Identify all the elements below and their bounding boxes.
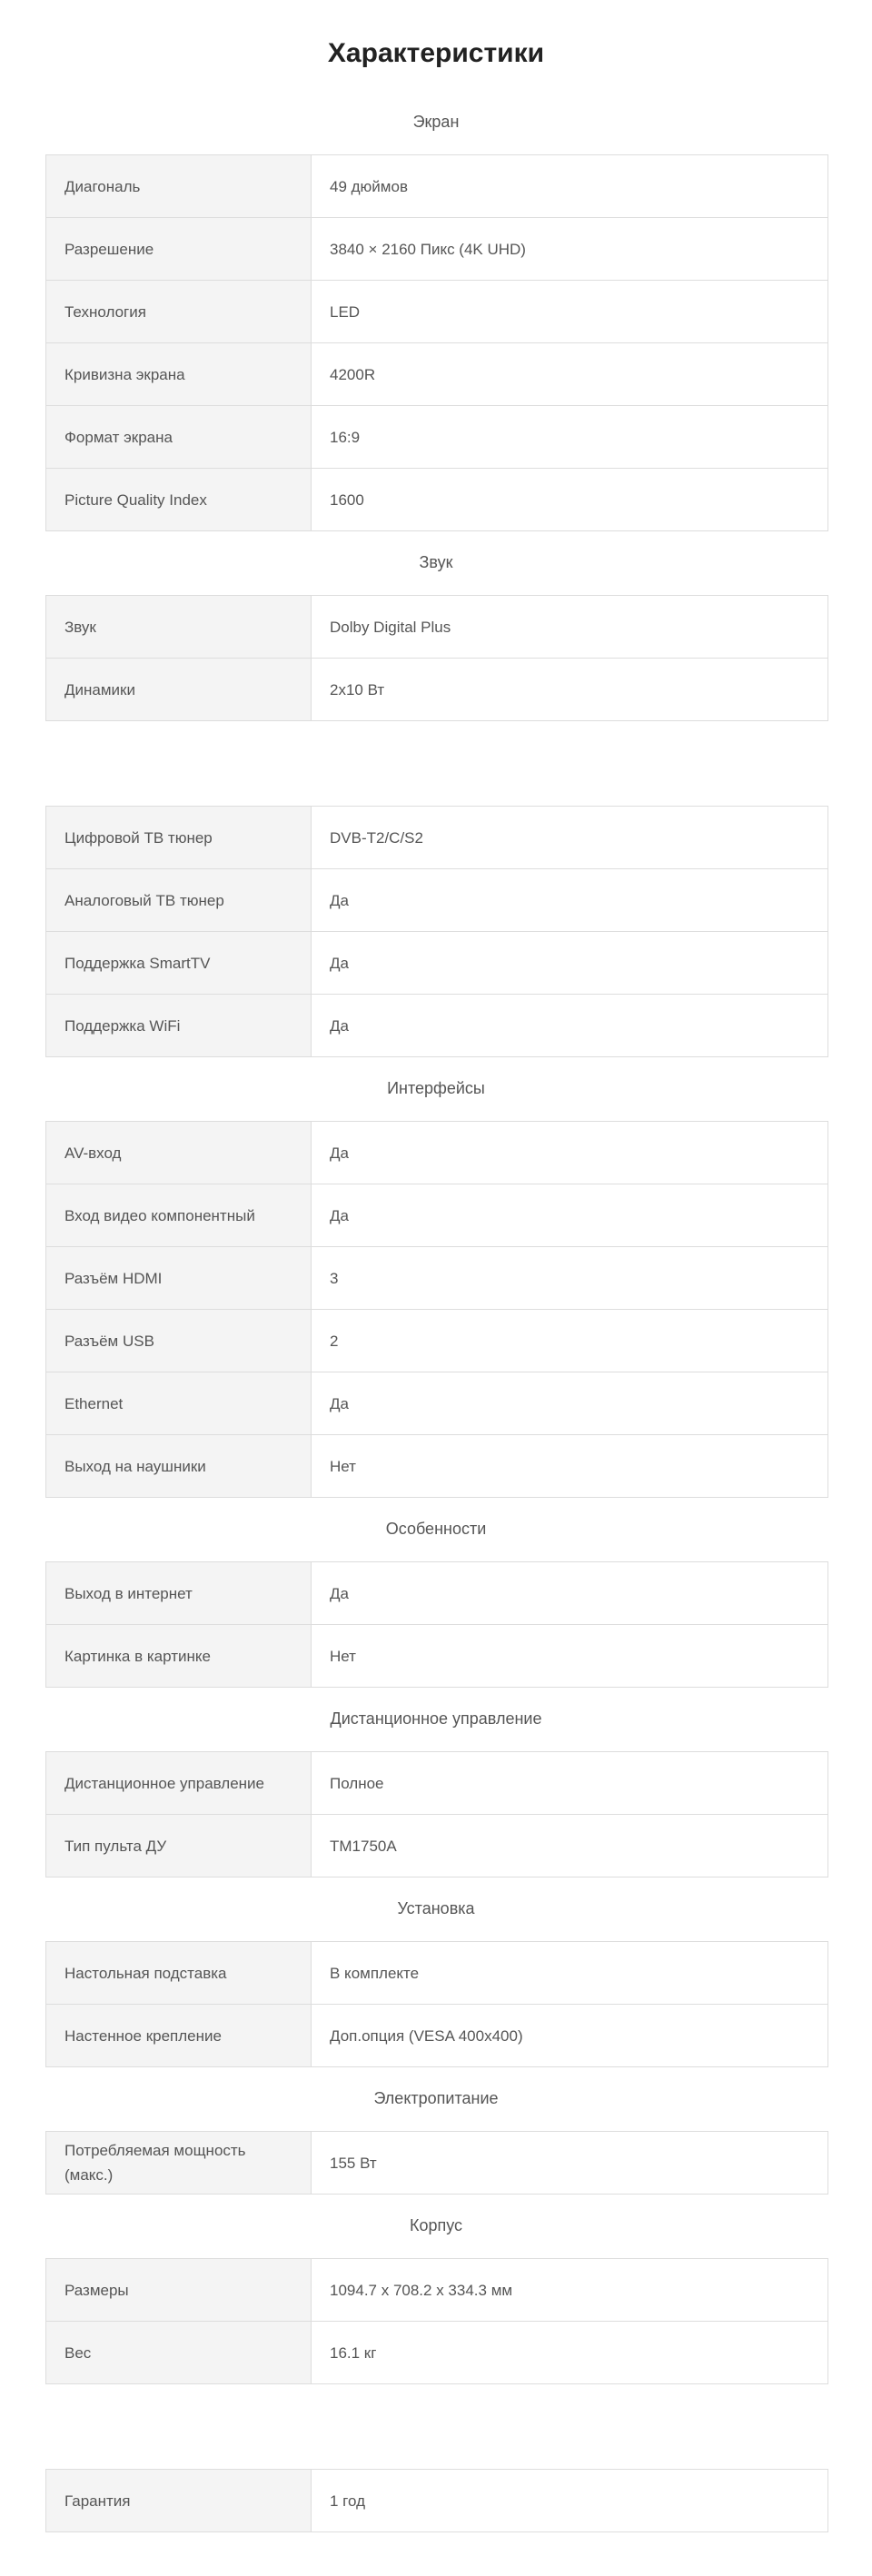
spec-section	[0, 2406, 872, 2554]
spec-row	[46, 2470, 828, 2532]
spec-section	[0, 1520, 872, 1709]
section-title: Электропитание	[373, 2089, 499, 2107]
spec-value: Dolby Digital Plus	[312, 596, 828, 659]
spec-row	[46, 218, 828, 281]
section-title: Звук	[419, 553, 453, 571]
spec-label: Настенное крепление	[46, 2005, 312, 2067]
spec-label: Вес	[46, 2322, 312, 2384]
spec-label: Гарантия	[46, 2470, 312, 2532]
spec-value: 3840 × 2160 Пикс (4K UHD)	[312, 218, 828, 281]
spec-value: LED	[312, 281, 828, 343]
spec-table	[45, 2131, 828, 2195]
spec-row	[46, 2259, 828, 2322]
spec-row	[46, 1184, 828, 1247]
spec-label: Технология	[46, 281, 312, 343]
spec-row	[46, 995, 828, 1057]
spec-value: 16:9	[312, 406, 828, 469]
spec-label: Звук	[46, 596, 312, 659]
spec-table	[45, 1561, 828, 1688]
spec-value: Нет	[312, 1435, 828, 1498]
spec-row	[46, 1372, 828, 1435]
spec-value: 4200R	[312, 343, 828, 406]
spec-value: 1 год	[312, 2470, 828, 2532]
spec-label: AV-вход	[46, 1122, 312, 1184]
spec-section	[0, 1709, 872, 1899]
spec-value: 1094.7 x 708.2 x 334.3 мм	[312, 2259, 828, 2322]
spec-value: 3	[312, 1247, 828, 1310]
spec-value: 49 дюймов	[312, 155, 828, 218]
spec-label: Поддержка SmartTV	[46, 932, 312, 995]
spec-label: Картинка в картинке	[46, 1625, 312, 1688]
spec-label: Диагональ	[46, 155, 312, 218]
spec-value: Да	[312, 995, 828, 1057]
spec-row	[46, 2322, 828, 2384]
spec-row	[46, 1435, 828, 1498]
spec-row	[46, 343, 828, 406]
spec-label: Picture Quality Index	[46, 469, 312, 531]
page-title: Характеристики	[327, 38, 545, 68]
spec-value: Да	[312, 1122, 828, 1184]
spec-value: Да	[312, 1184, 828, 1247]
spec-value: В комплекте	[312, 1942, 828, 2005]
spec-row	[46, 807, 828, 869]
spec-row	[46, 469, 828, 531]
spec-table	[45, 154, 828, 531]
spec-row	[46, 1815, 828, 1878]
spec-label: Размеры	[46, 2259, 312, 2322]
spec-value: Да	[312, 869, 828, 932]
spec-section	[0, 553, 872, 743]
spec-row	[46, 406, 828, 469]
spec-value: Доп.опция (VESA 400x400)	[312, 2005, 828, 2067]
spec-row	[46, 1752, 828, 1815]
spec-label: Тип пульта ДУ	[46, 1815, 312, 1878]
spec-value: Да	[312, 1372, 828, 1435]
spec-table	[45, 595, 828, 721]
spec-value: 16.1 кг	[312, 2322, 828, 2384]
section-title: Дистанционное управление	[330, 1709, 542, 1728]
spec-value: TM1750A	[312, 1815, 828, 1878]
section-title: Экран	[412, 113, 460, 131]
spec-label: Разъём HDMI	[46, 1247, 312, 1310]
spec-row	[46, 1247, 828, 1310]
spec-row	[46, 1942, 828, 2005]
section-title: Установка	[397, 1899, 475, 1917]
spec-table	[45, 1941, 828, 2067]
spec-value: 2x10 Вт	[312, 659, 828, 721]
spec-label: Цифровой ТВ тюнер	[46, 807, 312, 869]
section-title: Корпус	[409, 2216, 463, 2234]
spec-label: Ethernet	[46, 1372, 312, 1435]
spec-value: Нет	[312, 1625, 828, 1688]
spec-row	[46, 1122, 828, 1184]
spec-section	[0, 113, 872, 553]
spec-label: Разъём USB	[46, 1310, 312, 1372]
spec-value: Да	[312, 932, 828, 995]
spec-section	[0, 2216, 872, 2406]
spec-label: Поддержка WiFi	[46, 995, 312, 1057]
spec-value: Полное	[312, 1752, 828, 1815]
spec-label: Потребляемая мощность (макс.)	[46, 2132, 312, 2195]
spec-row	[46, 1310, 828, 1372]
spec-table	[45, 2258, 828, 2384]
spec-label: Выход на наушники	[46, 1435, 312, 1498]
spec-row	[46, 932, 828, 995]
spec-section	[0, 743, 872, 1079]
spec-label: Динамики	[46, 659, 312, 721]
spec-row	[46, 2132, 828, 2195]
section-title	[0, 2406, 872, 2469]
spec-row	[46, 281, 828, 343]
spec-row	[46, 1625, 828, 1688]
spec-value: DVB-T2/C/S2	[312, 807, 828, 869]
spec-table	[45, 806, 828, 1057]
spec-value: 1600	[312, 469, 828, 531]
spec-label: Разрешение	[46, 218, 312, 281]
spec-row	[46, 1562, 828, 1625]
spec-label: Выход в интернет	[46, 1562, 312, 1625]
spec-row	[46, 869, 828, 932]
spec-section	[0, 1079, 872, 1520]
spec-section	[0, 2089, 872, 2216]
spec-label: Вход видео компонентный	[46, 1184, 312, 1247]
spec-row	[46, 155, 828, 218]
spec-section	[0, 1899, 872, 2089]
spec-value: 155 Вт	[312, 2132, 828, 2195]
spec-table	[45, 2469, 828, 2532]
spec-label: Настольная подставка	[46, 1942, 312, 2005]
section-title: Особенности	[385, 1520, 487, 1538]
spec-row	[46, 2005, 828, 2067]
section-title	[0, 743, 872, 806]
spec-label: Дистанционное управление	[46, 1752, 312, 1815]
spec-table	[45, 1751, 828, 1878]
section-title: Интерфейсы	[387, 1079, 485, 1097]
spec-label: Формат экрана	[46, 406, 312, 469]
spec-table	[45, 1121, 828, 1498]
spec-label: Аналоговый ТВ тюнер	[46, 869, 312, 932]
spec-value: 2	[312, 1310, 828, 1372]
spec-row	[46, 659, 828, 721]
spec-label: Кривизна экрана	[46, 343, 312, 406]
sections-container	[0, 113, 872, 2554]
spec-row	[46, 596, 828, 659]
spec-value: Да	[312, 1562, 828, 1625]
